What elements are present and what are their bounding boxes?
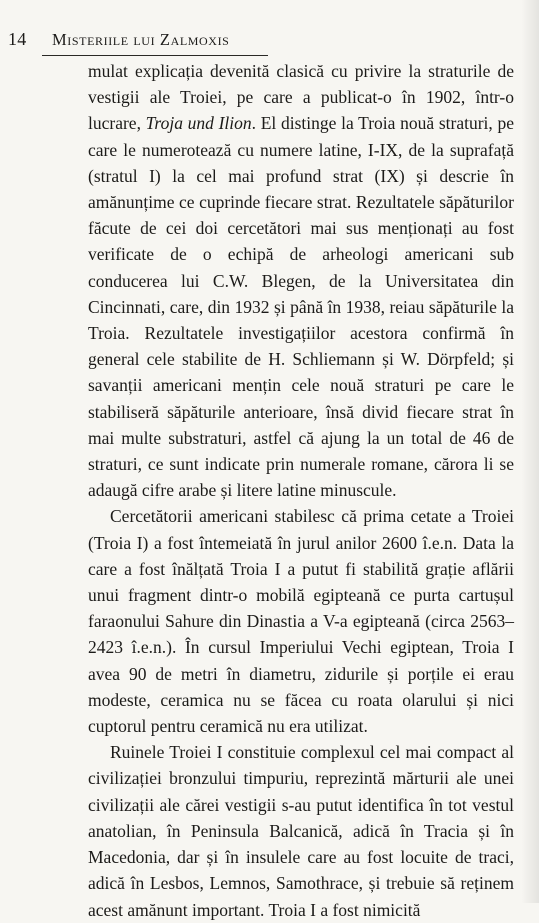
page-number: 14: [8, 29, 27, 49]
book-title: Troja und Ilion: [145, 113, 252, 134]
page-edge-shadow: [521, 0, 539, 903]
paragraph-1-part-a: mulat explicația devenită clasică cu privire la straturile de vestigii ale Troiei, pe care a publicat-o în 1902, într-o lucrare,: [88, 61, 514, 134]
body-text: [88, 58, 514, 923]
running-title: Misteriile lui Zalmoxis: [52, 30, 230, 49]
paragraph-2: Cercetătorii americani stabilesc că prima cetate a Troiei (Troia I) a fost întemeiată în jurul anilor 2600 î.e.n. Data la care a fost înălțată Troia I a putut fi stabilită grație aflării unui fragment dintr-o mobilă egipteană ce purta cartușul faraonului Sahure din Dinastia a V-a egipteană (circa 2563–2423 î.e.n.). În cursul Imperiului Vechi egiptean, Troia I avea 90 de metri în diametru, zidurile și porțile ei erau modeste, ceramica nu se făcea cu roata olarului și nici cuptorul pentru ceramică nu era utilizat.: [88, 506, 514, 737]
page-header: [4, 24, 524, 50]
header-rule: [42, 55, 268, 56]
paragraph-3: Ruinele Troiei I constituie complexul cel mai compact al civilizației bronzului timpuriu, reprezintă mărturii ale unei civilizații ale cărei vestigii s-au putut identifica în tot vestul anatolian, în Peninsula Balcanică, adică în Tracia și în Macedonia, dar și în insulele care au fost locuite de traci, adică în Lesbos, Lemnos, Samothrace, și trebuie să reținem acest amănunt important. Troia I a fost nimicită: [88, 742, 514, 920]
paragraph-1-part-b: . El distinge la Troia nouă straturi, pe care le numerotează cu numere latine, I-IX, de la suprafață (stratul I) la cel mai profund strat (IX) și descrie în amănunțime ce cuprinde fiecare strat. Rezultatele săpăturilor făcute de cei doi cercetători mai sus menționați au fost verificate de o echipă de arheologi americani sub conducerea lui C.W. Blegen, de la Universitatea din Cincinnati, care, din 1932 și până în 1938, reiau săpăturile la Troia. Rezultatele investigațiilor acestora confirmă în general cele stabilite de H. Schliemann și W. Dörpfeld; și savanții americani mențin cele nouă straturi pe care le stabiliseră săpăturile anterioare, însă divid fiecare strat în mai multe substraturi, astfel că ajung la un total de 46 de straturi, ce sunt indicate prin numerale romane, cărora li se adaugă cifre arabe și litere latine minuscule.: [88, 113, 514, 501]
paragraph-1: [88, 58, 514, 503]
